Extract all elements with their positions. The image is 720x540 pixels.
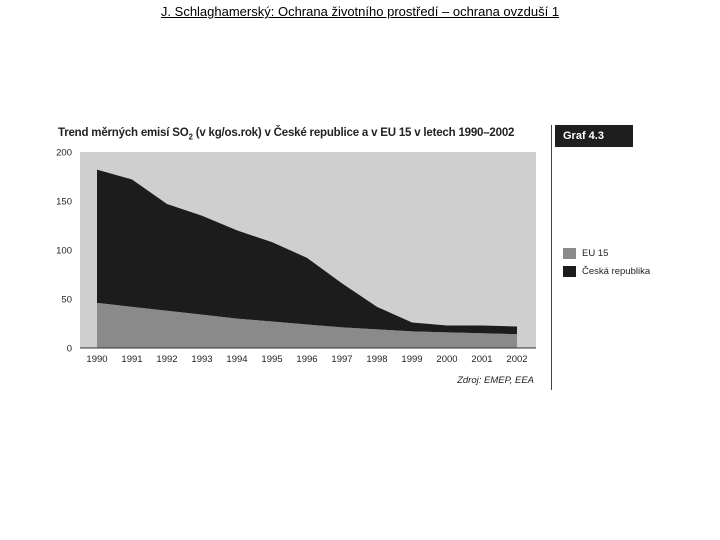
x-tick-label-1991: 1991: [121, 354, 143, 365]
y-tick-label-0: 0: [66, 343, 72, 355]
legend-label-eu15: EU 15: [582, 247, 609, 259]
y-tick-label-50: 50: [61, 294, 72, 306]
y-tick-label-100: 100: [56, 245, 72, 257]
x-tick-label-2002: 2002: [506, 354, 528, 365]
x-tick-label-1994: 1994: [226, 354, 248, 365]
x-tick-label-2001: 2001: [471, 354, 493, 365]
x-tick-label-1992: 1992: [156, 354, 178, 365]
x-tick-label-1990: 1990: [86, 354, 108, 365]
legend-swatch-eu15: [563, 248, 576, 259]
y-tick-label-150: 150: [56, 196, 72, 208]
legend-swatch-ceska-republika: [563, 266, 576, 277]
x-tick-label-1999: 1999: [401, 354, 423, 365]
chart-badge: Graf 4.3: [555, 125, 633, 147]
chart-source: Zdroj: EMEP, EEA: [457, 375, 534, 386]
legend-item-ceska-republika: [563, 262, 650, 280]
chart-legend: [563, 244, 650, 280]
y-tick-label-200: 200: [56, 147, 72, 159]
x-tick-label-1995: 1995: [261, 354, 283, 365]
chart-title: Trend měrných emisí $SO_2$ (v kg/os.rok) v České republice a v EU 15 v letech 1990–2002: [58, 127, 515, 142]
x-tick-label-1997: 1997: [331, 354, 353, 365]
x-tick-label-2000: 2000: [436, 354, 458, 365]
slide-header: J. Schlaghamerský: Ochrana životního prostředí – ochrana ovzduší 1: [160, 4, 560, 19]
x-tick-label-1993: 1993: [191, 354, 213, 365]
legend-label-ceska-republika: Česká republika: [582, 265, 651, 277]
x-tick-label-1996: 1996: [296, 354, 318, 365]
x-tick-label-1998: 1998: [366, 354, 388, 365]
legend-item-eu15: [563, 244, 650, 262]
